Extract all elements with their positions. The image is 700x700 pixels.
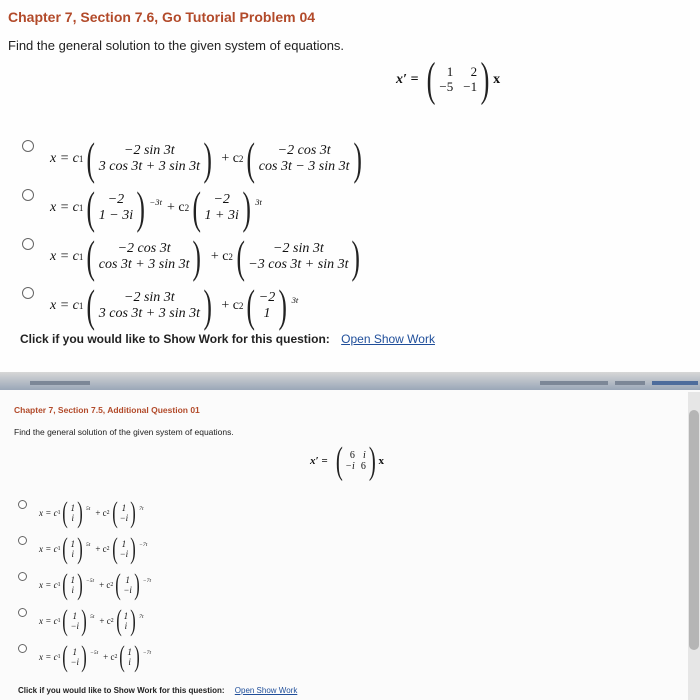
open-show-work-link[interactable]: Open Show Work — [341, 332, 435, 346]
vector-1-bottom: −i — [70, 657, 80, 667]
x-equals-label: x = c — [39, 508, 58, 518]
c1-subscript: 1 — [78, 154, 84, 164]
vector-1-bottom: 3 cos 3t + 3 sin 3t — [98, 306, 200, 321]
exponent-2: −7t — [142, 650, 152, 657]
matrix-a: 1 — [446, 64, 454, 80]
question-title: Chapter 7, Section 7.5, Additional Question 01 — [14, 405, 200, 415]
c1-subscript: 1 — [57, 582, 61, 588]
radio-button[interactable] — [22, 238, 34, 250]
vector-2-bottom: −i — [119, 549, 129, 559]
matrix-a: 6 — [349, 449, 355, 461]
vector-1-bottom: i — [71, 513, 74, 523]
vector-1-bottom: −i — [70, 621, 80, 631]
x-equals-label: x = c — [50, 151, 79, 166]
plus-c2-label: + c — [95, 544, 107, 554]
exponent-2: 7t — [139, 506, 144, 513]
system-rhs: x — [378, 455, 384, 467]
vector-1: ( −2 sin 3t 3 cos 3t + 3 sin 3t ) — [86, 133, 212, 184]
c1-subscript: 1 — [57, 510, 61, 516]
exponent-2: −7t — [142, 578, 152, 585]
matrix-d: −1 — [463, 79, 478, 94]
exponent-2: 7t — [139, 614, 144, 621]
system-equation — [310, 442, 384, 480]
exponent-1: −3t — [149, 196, 163, 207]
vector-1-bottom: i — [71, 585, 74, 595]
show-work-row — [20, 332, 435, 346]
system-rhs: x — [493, 72, 501, 87]
vector-2: ( 1 i ) — [115, 604, 136, 637]
window-divider — [0, 372, 700, 390]
coefficient-matrix: ( 1 2 −5 −1 ) — [427, 53, 490, 106]
radio-button[interactable] — [22, 287, 34, 299]
vector-1: ( −2 sin 3t 3 cos 3t + 3 sin 3t ) — [86, 280, 212, 331]
radio-button[interactable] — [18, 500, 27, 509]
exponent-2: −7t — [139, 542, 148, 549]
vector-1-bottom: 1 − 3i — [98, 208, 134, 223]
open-show-work-link[interactable]: Open Show Work — [234, 686, 298, 695]
c1-subscript: 1 — [78, 252, 84, 262]
vector-2-bottom: −i — [119, 513, 129, 523]
vector-1-top: −2 sin 3t — [124, 142, 175, 158]
matrix-c: −5 — [439, 79, 454, 94]
x-equals-label: x = c — [39, 652, 58, 662]
radio-button[interactable] — [18, 536, 27, 545]
vector-2: ( −2 1 ) — [246, 280, 288, 331]
radio-button[interactable] — [18, 644, 27, 653]
plus-c2-label: + c — [95, 508, 107, 518]
bottom-question-panel — [0, 390, 700, 700]
question-title: Chapter 7, Section 7.6, Go Tutorial Problem 04 — [8, 9, 316, 25]
vector-1: ( −2 1 − 3i ) — [86, 182, 145, 233]
exponent-2: 3t — [255, 196, 262, 207]
vector-1-bottom: i — [71, 549, 74, 559]
x-equals-label: x = c — [39, 616, 58, 626]
vector-2-bottom: −3 cos 3t + sin 3t — [248, 257, 349, 272]
vector-1-top: 1 — [72, 610, 78, 621]
vector-1-bottom: 3 cos 3t + 3 sin 3t — [98, 159, 200, 174]
plus-c2-label: + c — [167, 200, 185, 215]
matrix-c: −i — [345, 461, 355, 472]
vector-2-top: −2 — [213, 191, 230, 207]
radio-button[interactable] — [22, 140, 34, 152]
plus-c2-label: + c — [103, 652, 115, 662]
plus-c2-label: + c — [99, 616, 111, 626]
vector-1-top: −2 sin 3t — [124, 289, 175, 305]
x-equals-label: x = c — [50, 249, 79, 264]
answer-option[interactable] — [22, 182, 262, 233]
system-equation — [396, 53, 501, 106]
vector-1: ( 1 −i ) — [62, 604, 87, 637]
plus-c2-label: + c — [221, 298, 239, 313]
vector-2: ( −2 sin 3t −3 cos 3t + sin 3t ) — [236, 231, 361, 282]
c1-subscript: 1 — [57, 654, 61, 660]
coefficient-matrix: ( 6 i −i 6 ) — [335, 440, 376, 482]
answer-option[interactable] — [18, 570, 151, 600]
vector-2-bottom: cos 3t − 3 sin 3t — [258, 159, 350, 174]
vector-2: ( 1 −i ) — [115, 568, 140, 601]
exponent-1: −5t — [90, 650, 99, 657]
vector-1: ( 1 i ) — [62, 568, 83, 601]
answer-option[interactable] — [18, 498, 144, 528]
x-equals-label: x = c — [50, 200, 79, 215]
answer-option[interactable] — [18, 642, 151, 672]
c1-subscript: 1 — [78, 301, 84, 311]
c2-subscript: 2 — [106, 546, 110, 552]
vector-1-top: 1 — [70, 574, 75, 585]
vector-2-top: 1 — [121, 538, 127, 549]
vector-2-top: −2 — [258, 289, 276, 305]
matrix-d: 6 — [360, 461, 366, 472]
radio-button[interactable] — [18, 608, 27, 617]
vector-1-bottom: cos 3t + 3 sin 3t — [98, 257, 190, 272]
answer-option[interactable] — [18, 534, 147, 564]
answer-option[interactable] — [22, 231, 365, 282]
vector-1: ( 1 i ) — [62, 532, 83, 565]
vector-1: ( 1 i ) — [62, 496, 83, 529]
c2-subscript: 2 — [106, 510, 110, 516]
exponent-1: 5t — [85, 506, 91, 513]
question-prompt: Find the general solution of the given system of equations. — [14, 427, 234, 437]
vector-1-top: 1 — [70, 538, 75, 549]
c2-subscript: 2 — [114, 654, 118, 660]
vector-2-top: 1 — [127, 646, 132, 657]
c2-subscript: 2 — [110, 582, 114, 588]
vector-2: ( −2 1 + 3i ) — [192, 182, 251, 233]
radio-button[interactable] — [22, 189, 34, 201]
vector-1: ( −2 cos 3t cos 3t + 3 sin 3t ) — [86, 231, 202, 282]
c2-subscript: 2 — [184, 203, 190, 213]
vector-1-top: 1 — [70, 502, 75, 513]
vector-1: ( 1 −i ) — [62, 640, 87, 673]
plus-c2-label: + c — [221, 151, 239, 166]
tab-indicator — [652, 381, 698, 385]
c2-subscript: 2 — [110, 618, 114, 624]
vector-2-top: 1 — [125, 574, 130, 585]
vector-2-top: −2 cos 3t — [277, 142, 331, 158]
vector-2: ( −2 cos 3t cos 3t − 3 sin 3t ) — [246, 133, 362, 184]
tab-indicator — [615, 381, 645, 385]
vector-2-bottom: i — [128, 657, 131, 667]
vector-2-bottom: i — [124, 621, 128, 631]
vector-1-top: −2 cos 3t — [117, 240, 171, 256]
matrix-b: i — [363, 449, 366, 461]
vector-2: ( 1 i ) — [119, 640, 140, 673]
plus-c2-label: + c — [210, 249, 229, 264]
c1-subscript: 1 — [78, 203, 84, 213]
exponent-1: 5t — [90, 614, 95, 621]
vector-2-bottom: 1 — [263, 306, 271, 321]
radio-button[interactable] — [18, 572, 27, 581]
scrollbar-thumb[interactable] — [689, 410, 699, 650]
plus-c2-label: + c — [99, 580, 111, 590]
matrix-b: 2 — [470, 64, 478, 80]
x-equals-label: x = c — [50, 298, 79, 313]
vector-1-top: −2 — [107, 191, 125, 207]
x-equals-label: x = c — [39, 580, 58, 590]
system-lhs: x′ = — [396, 72, 419, 87]
c2-subscript: 2 — [238, 301, 244, 311]
c2-subscript: 2 — [238, 154, 244, 164]
vector-2-bottom: −i — [123, 585, 132, 595]
answer-option[interactable] — [22, 280, 299, 331]
vector-2-top: −2 sin 3t — [273, 240, 324, 256]
tab-indicator — [540, 381, 608, 385]
show-work-label: Click if you would like to Show Work for this question: — [18, 686, 225, 695]
vector-1-top: 1 — [72, 646, 78, 657]
c1-subscript: 1 — [57, 546, 61, 552]
vector-2-top: 1 — [121, 502, 127, 513]
answer-option[interactable] — [18, 606, 144, 636]
vector-2: ( 1 −i ) — [111, 532, 136, 565]
vector-2: ( 1 −i ) — [111, 496, 136, 529]
exponent-1: −5t — [85, 578, 95, 585]
question-prompt: Find the general solution to the given system of equations. — [8, 38, 345, 53]
show-work-label: Click if you would like to Show Work for this question: — [20, 332, 330, 346]
tab-indicator — [30, 381, 90, 385]
show-work-row — [18, 686, 297, 695]
system-lhs: x′ = — [310, 455, 328, 467]
x-equals-label: x = c — [39, 544, 58, 554]
exponent-1: 5t — [85, 542, 91, 549]
vector-2-top: 1 — [123, 610, 129, 621]
exponent-2: 3t — [291, 294, 299, 305]
c2-subscript: 2 — [228, 252, 233, 262]
answer-option[interactable] — [22, 133, 366, 184]
c1-subscript: 1 — [57, 618, 61, 624]
vector-2-bottom: 1 + 3i — [204, 208, 239, 223]
